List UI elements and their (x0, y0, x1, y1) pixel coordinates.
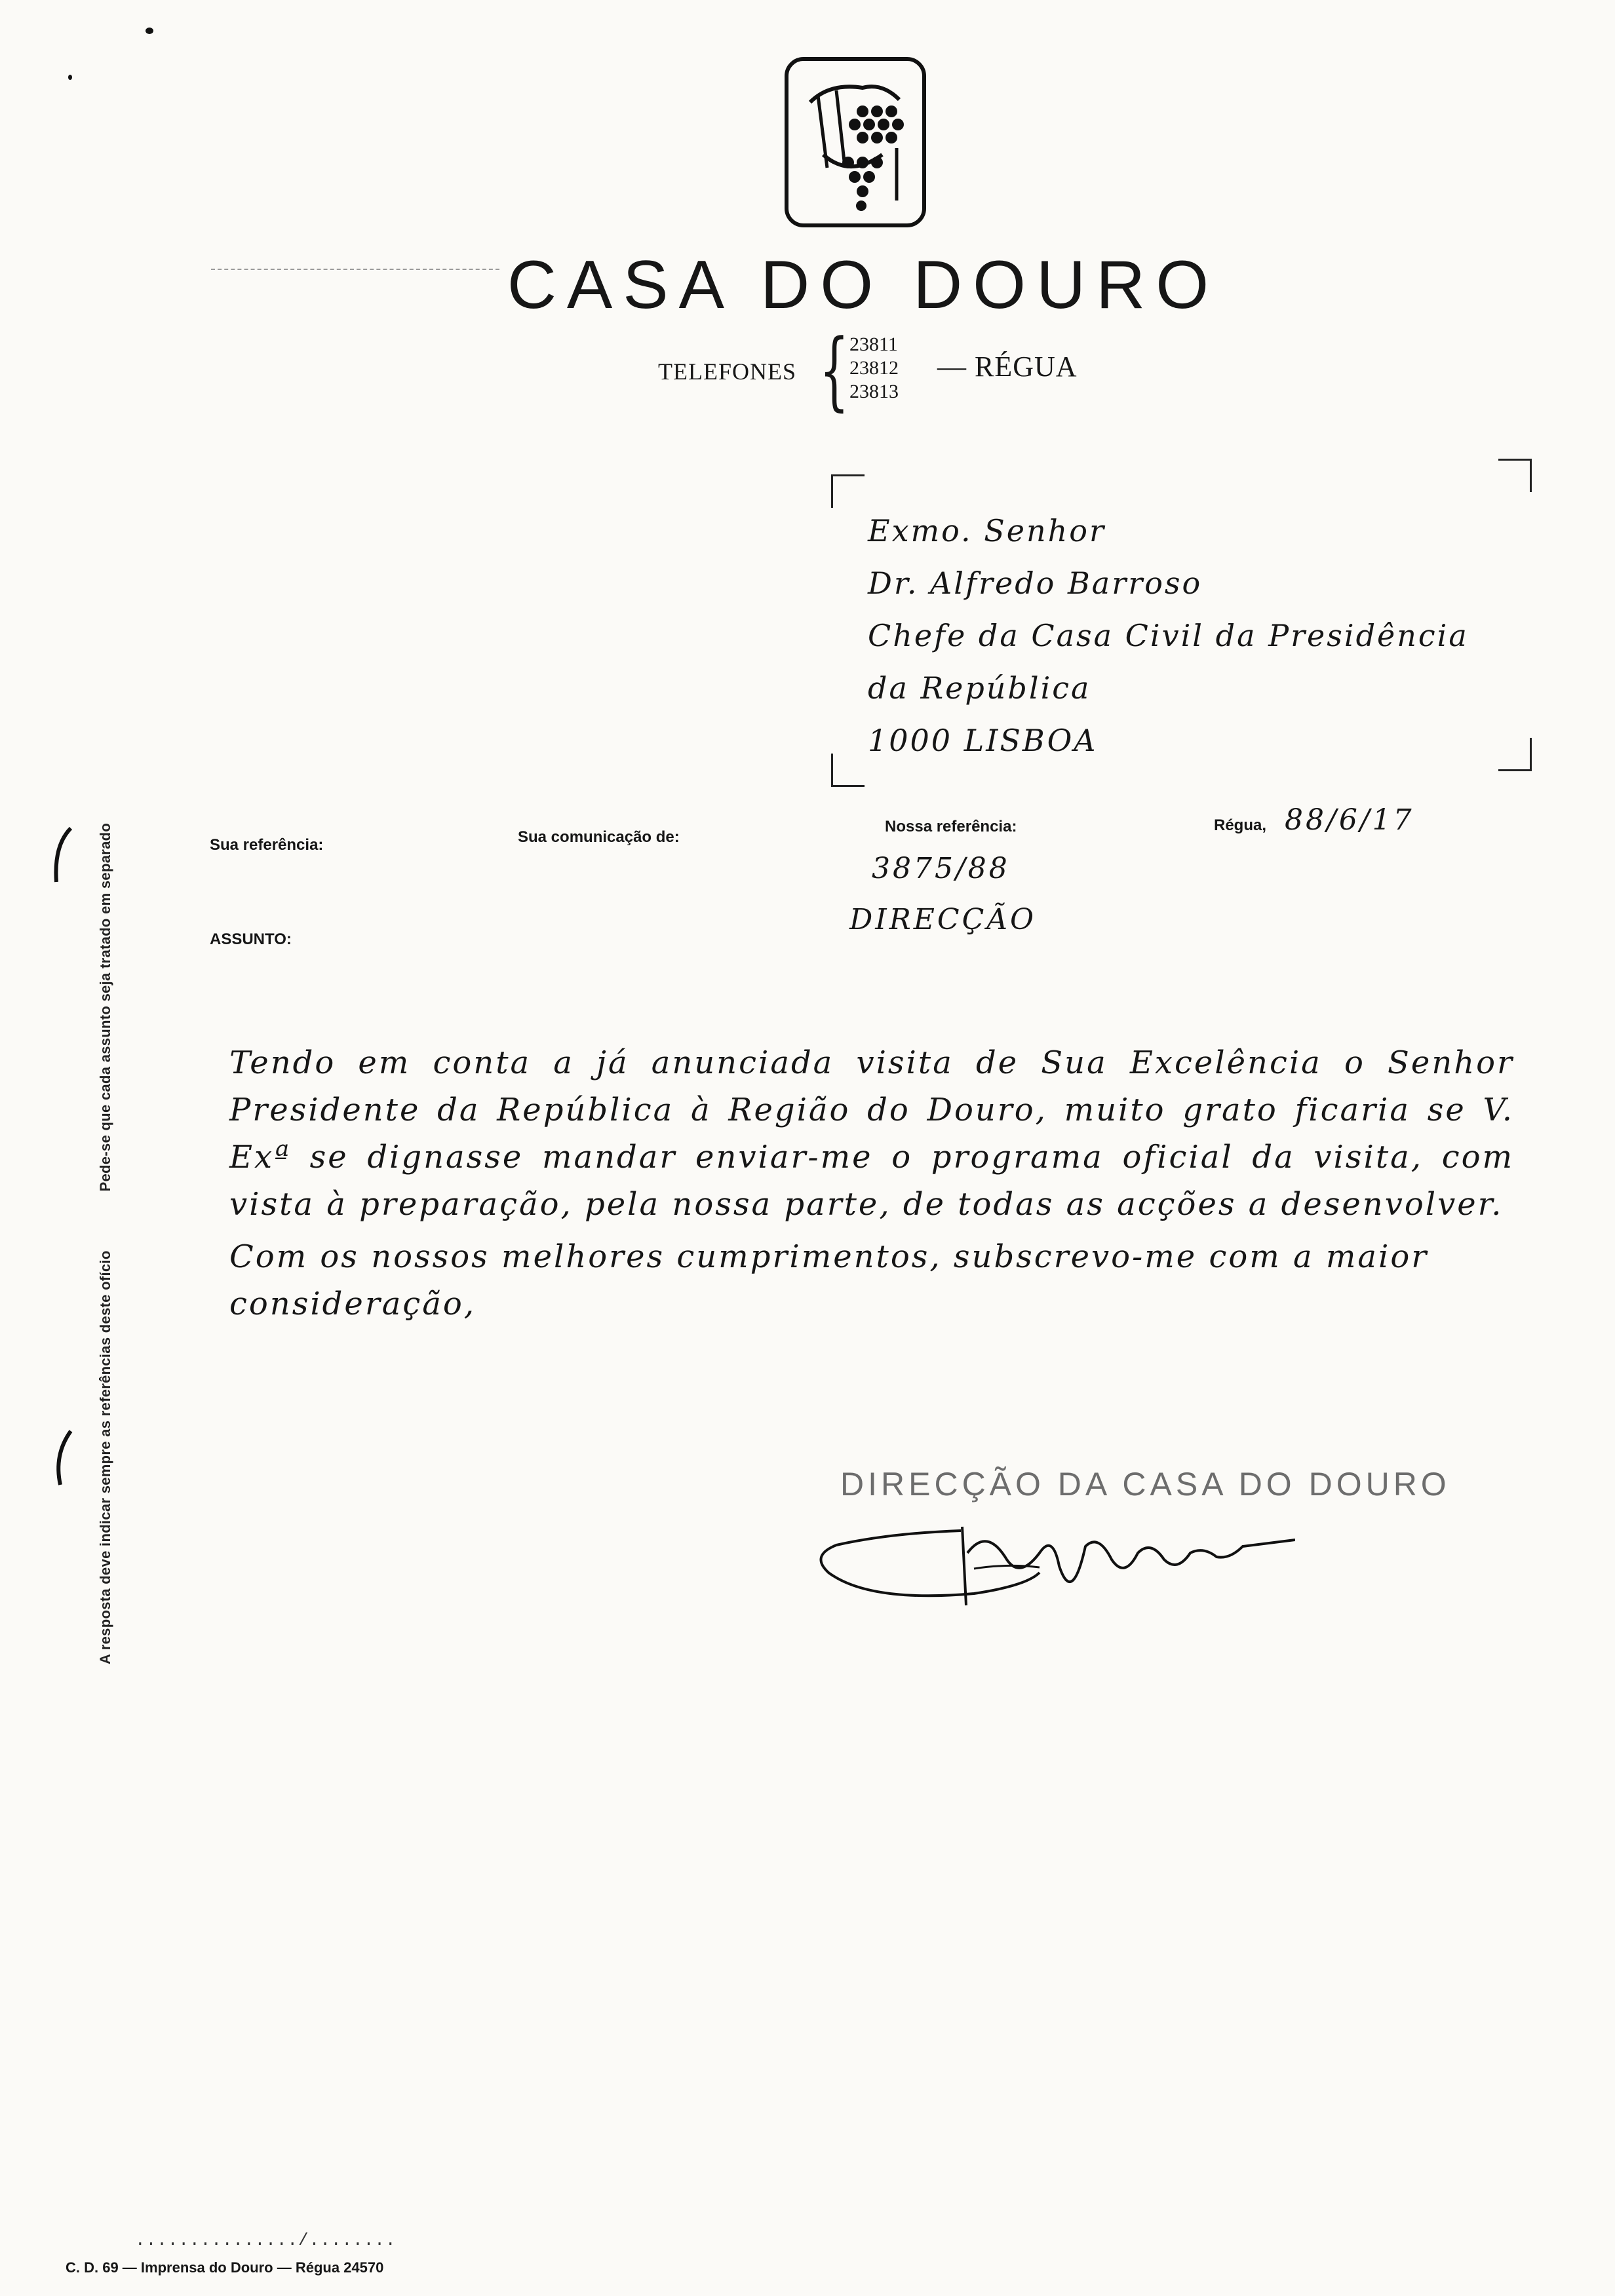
margin-instructions (97, 823, 114, 1664)
recipient-line: Exmo. Senhor (868, 513, 1106, 548)
assunto-label: ASSUNTO: (210, 930, 292, 948)
phone-number: 23812 (849, 357, 899, 379)
recipient-address (868, 505, 1469, 767)
regua-label: Régua, (1214, 816, 1267, 834)
margin-note-part: A resposta deve indicar sempre as referências deste ofício (97, 1250, 113, 1664)
address-window-corner (1498, 738, 1532, 771)
signature-stamp: DIRECÇÃO DA CASA DO DOURO (840, 1466, 1450, 1502)
recipient-line: 1000 LISBOA (868, 723, 1098, 758)
recipient-line: Chefe da Casa Civil da Presidência (868, 618, 1469, 653)
phone-numbers (849, 333, 899, 404)
brace-icon: { (819, 320, 849, 420)
address-window-corner (1498, 459, 1532, 492)
sua-referencia-label: Sua referência: (210, 836, 324, 854)
casa-do-douro-logo (784, 56, 927, 228)
address-window-corner (831, 474, 865, 508)
scan-speck (68, 75, 72, 80)
phone-number: 23811 (849, 334, 898, 355)
letter-date: 88/6/17 (1285, 803, 1414, 837)
city-name: — RÉGUA (937, 351, 1078, 383)
nossa-referencia-value: 3875/88 (872, 852, 1010, 885)
footer-signature-line: .............../........ (135, 2230, 397, 2250)
body-paragraph: Tendo em conta a já anunciada visita de Sua Excelência o Senhor Presidente da República à Região do Douro, muito grato ficaria se V. Exª se dignasse mandar enviar-me o programa oficial da visita, com vista à preparação, pela nossa parte, de todas as acções a desenvolver. (229, 1044, 1514, 1223)
handwritten-signature (810, 1507, 1295, 1632)
recipient-line: Dr. Alfredo Barroso (868, 565, 1203, 601)
scan-speck (146, 28, 153, 34)
address-window-corner (831, 754, 865, 787)
recipient-line: da República (868, 670, 1091, 706)
nossa-referencia-label: Nossa referência: (885, 818, 1017, 835)
phone-number: 23813 (849, 381, 899, 402)
body-paragraph: Com os nossos melhores cumprimentos, subscrevo-me com a maior consideração, (229, 1238, 1429, 1322)
margin-bracket-icon (51, 1428, 73, 1487)
phones-label: TELEFONES (658, 358, 796, 385)
letter-body (229, 1039, 1514, 1333)
sua-comunicacao-label: Sua comunicação de: (518, 828, 680, 846)
margin-bracket-icon (51, 826, 73, 885)
printer-imprint: C. D. 69 — Imprensa do Douro — Régua 24570 (66, 2259, 384, 2276)
department-name: DIRECÇÃO (849, 903, 1037, 936)
organization-title: CASA DO DOURO (507, 247, 1220, 323)
margin-note-part: Pede-se que cada assunto seja tratado em separado (97, 822, 113, 1192)
